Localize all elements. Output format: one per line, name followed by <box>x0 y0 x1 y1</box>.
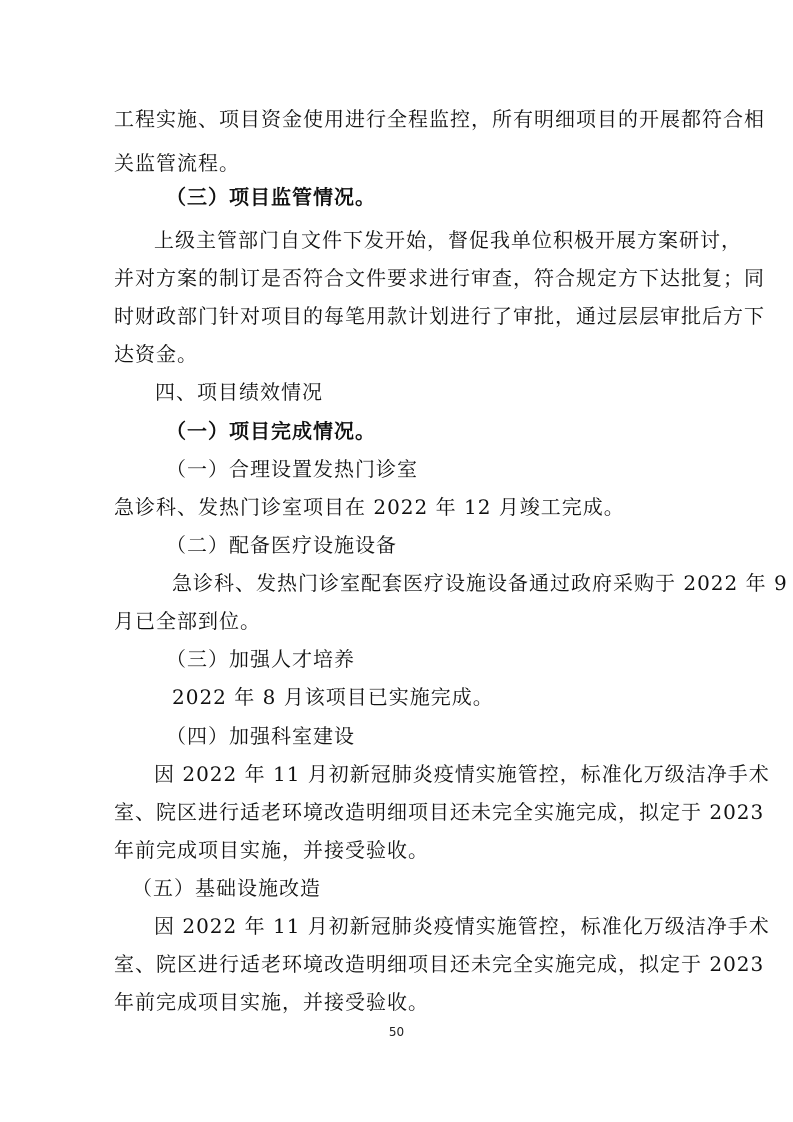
item-heading: （四）加强科室建设 <box>166 724 355 748</box>
paragraph-line: 年前完成项目实施，并接受验收。 <box>114 838 429 862</box>
paragraph-line: 急诊科、发热门诊室配套医疗设施设备通过政府采购于 2022 年 9 <box>172 571 788 595</box>
paragraph-line: 上级主管部门自文件下发开始，督促我单位积极开展方案研讨， <box>154 228 742 252</box>
item-heading: （一）合理设置发热门诊室 <box>166 457 418 481</box>
paragraph-line: 工程实施、项目资金使用进行全程监控，所有明细项目的开展都符合相 <box>114 107 765 131</box>
paragraph-line: 月已全部到位。 <box>114 609 261 633</box>
item-heading: （五）基础设施改造 <box>132 876 321 900</box>
paragraph-line: 急诊科、发热门诊室项目在 2022 年 12 月竣工完成。 <box>114 495 625 519</box>
item-heading: （三）加强人才培养 <box>166 647 355 671</box>
page-number: 50 <box>388 1025 405 1039</box>
paragraph-line: 因 2022 年 11 月初新冠肺炎疫情实施管控，标准化万级洁净手术 <box>154 914 770 938</box>
paragraph-line: 因 2022 年 11 月初新冠肺炎疫情实施管控，标准化万级洁净手术 <box>154 762 770 786</box>
paragraph-line: 关监管流程。 <box>114 151 240 175</box>
paragraph-line: 达资金。 <box>114 342 198 366</box>
paragraph-line: 室、院区进行适老环境改造明细项目还未完全实施完成，拟定于 2023 <box>114 952 765 976</box>
paragraph-line: 室、院区进行适老环境改造明细项目还未完全实施完成，拟定于 2023 <box>114 800 765 824</box>
paragraph-line: 并对方案的制订是否符合文件要求进行审查，符合规定方下达批复；同 <box>114 266 765 290</box>
item-heading: （二）配备医疗设施设备 <box>166 533 397 557</box>
section-heading: 四、项目绩效情况 <box>155 380 323 404</box>
paragraph-line: 2022 年 8 月该项目已实施完成。 <box>172 685 494 709</box>
paragraph-line: 时财政部门针对项目的每笔用款计划进行了审批，通过层层审批后方下 <box>114 304 765 328</box>
paragraph-line: 年前完成项目实施，并接受验收。 <box>114 990 429 1014</box>
subsection-heading: （一）项目完成情况。 <box>166 419 376 443</box>
subsection-heading: （三）项目监管情况。 <box>166 185 376 209</box>
